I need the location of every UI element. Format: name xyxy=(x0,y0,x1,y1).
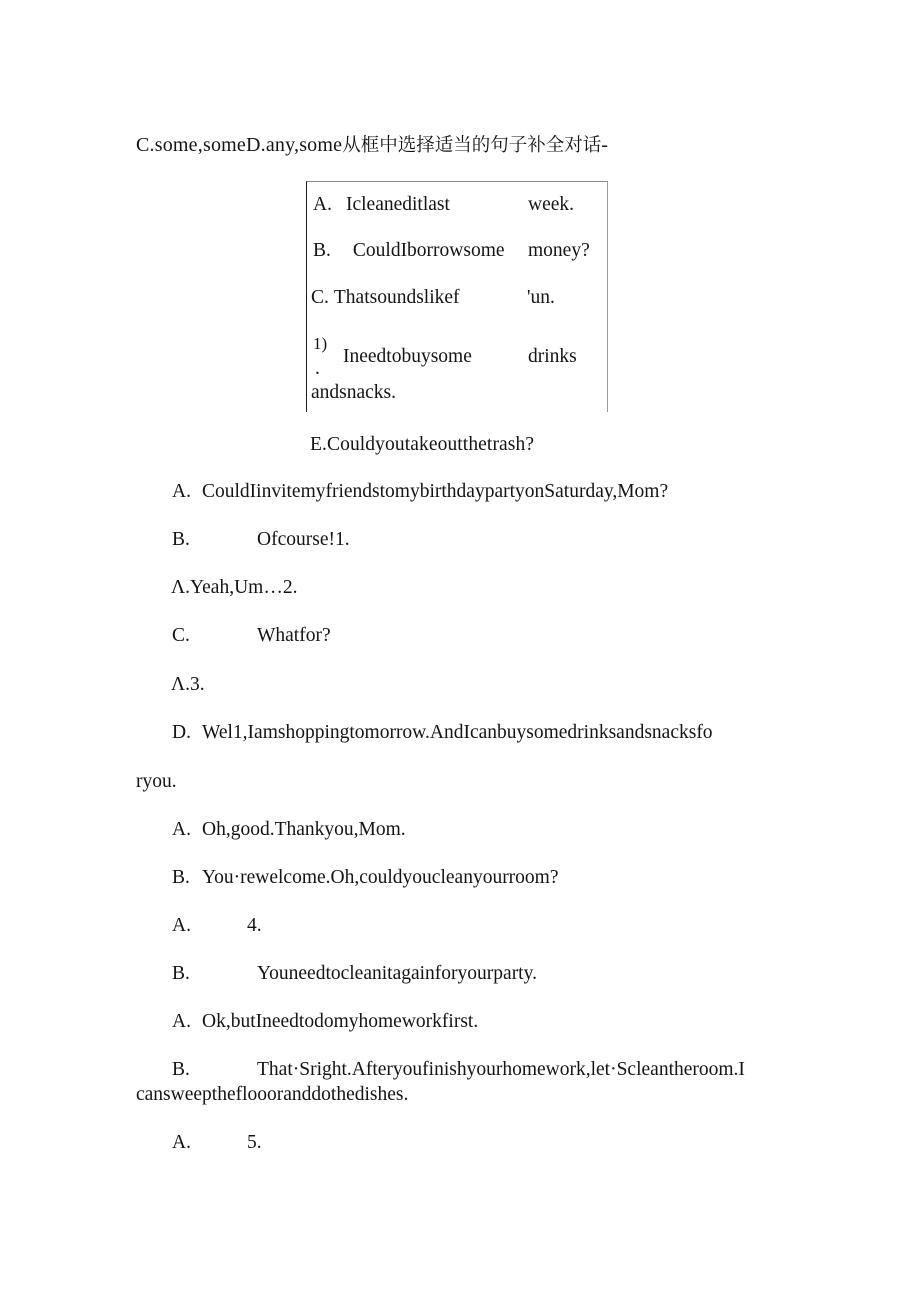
box-option-c-tail: 'un. xyxy=(527,287,555,308)
dialogue-line-4 xyxy=(172,625,331,647)
dialogue-line-8 xyxy=(172,867,559,889)
box-option-b-marker: B. xyxy=(313,240,331,261)
dialogue-marker-9: A. xyxy=(172,915,191,936)
dialogue-marker-11: A. xyxy=(172,1011,191,1032)
dialogue-text-8: You·rewelcome.Oh,couldyoucleanyourroom? xyxy=(202,867,559,888)
dialogue-line-12 xyxy=(172,1059,745,1081)
dialogue-marker-7: A. xyxy=(172,819,191,840)
header-line xyxy=(136,133,608,159)
option-e-line: E.Couldyoutakeoutthetrash? xyxy=(310,434,535,455)
dialogue-line-11 xyxy=(172,1011,478,1033)
header-latin-prefix: C.some,someD.any,some xyxy=(136,134,343,156)
dialogue-text-9: 4. xyxy=(247,915,262,936)
dialogue-marker-12: B. xyxy=(172,1059,190,1080)
box-option-b-text: CouldIborrowsome xyxy=(352,240,505,261)
box-option-a-text: Icleaneditlast xyxy=(345,194,450,215)
dialogue-marker-5: Λ. xyxy=(171,674,191,695)
box-option-a-marker: A. xyxy=(313,194,332,215)
dialogue-marker-10: B. xyxy=(172,963,190,984)
dialogue-text-12: That·Sright.Afteryoufinishyourhomework,let·Scleantheroom.I xyxy=(257,1059,745,1080)
box-option-d-marker: 1) xyxy=(313,334,328,353)
box-option-b-tail: money? xyxy=(528,240,590,261)
dialogue-line-12-continuation: cansweepthefloooranddothedishes. xyxy=(136,1084,409,1105)
dialogue-line-3 xyxy=(171,577,297,599)
dialogue-marker-13: A. xyxy=(172,1132,191,1153)
header-trailing-dash: - xyxy=(601,134,609,156)
dialogue-text-10: Youneedtocleanitagainforyourparty. xyxy=(257,963,537,984)
header-cjk-instruction: 从框中选择适当的句子补全对话 xyxy=(342,135,602,156)
box-option-c-marker: C. xyxy=(311,287,329,308)
dialogue-marker-2: B. xyxy=(172,529,190,550)
dialogue-text-6: Wel1,Iamshoppingtomorrow.AndIcanbuysomedrinksandsnacksfo xyxy=(202,722,713,743)
dialogue-marker-6: D. xyxy=(172,722,191,743)
dialogue-marker-4: C. xyxy=(172,625,190,646)
box-option-c xyxy=(311,287,555,309)
dialogue-line-9 xyxy=(172,915,262,937)
box-option-b xyxy=(313,240,590,262)
box-option-d-marker-dot: . xyxy=(315,358,320,379)
dialogue-marker-8: B. xyxy=(172,867,190,888)
dialogue-line-13 xyxy=(172,1132,262,1154)
box-option-d-tail: drinks xyxy=(528,346,577,367)
dialogue-text-3: Yeah,Um…2. xyxy=(190,577,298,598)
dialogue-text-11: Ok,butIneedtodomyhomeworkfirst. xyxy=(202,1011,479,1032)
dialogue-line-6-continuation: ryou. xyxy=(136,771,177,792)
dialogue-text-5: 3. xyxy=(190,674,205,695)
dialogue-marker-1: A. xyxy=(172,481,191,502)
dialogue-line-2 xyxy=(172,529,350,551)
dialogue-text-4: Whatfor? xyxy=(257,625,331,646)
dialogue-text-2: Ofcourse!1. xyxy=(257,529,350,550)
box-option-d-text: Ineedtobuysome xyxy=(343,346,472,367)
dialogue-text-1: CouldIinvitemyfriendstomybirthdaypartyonSaturday,Mom? xyxy=(202,481,669,502)
dialogue-text-7: Oh,good.Thankyou,Mom. xyxy=(202,819,406,840)
box-option-a xyxy=(313,194,575,216)
dialogue-line-1 xyxy=(172,481,668,503)
dialogue-line-6 xyxy=(172,722,713,744)
dialogue-line-10 xyxy=(172,963,537,985)
dialogue-line-7 xyxy=(172,819,406,841)
dialogue-line-5 xyxy=(171,674,205,696)
box-option-c-text: Thatsoundslikef xyxy=(333,287,460,308)
box-option-d-continuation: andsnacks. xyxy=(311,382,397,403)
box-option-a-tail: week. xyxy=(528,194,575,215)
dialogue-text-13: 5. xyxy=(247,1132,262,1153)
choice-box xyxy=(306,181,608,412)
dialogue-marker-3: Λ. xyxy=(171,577,191,598)
